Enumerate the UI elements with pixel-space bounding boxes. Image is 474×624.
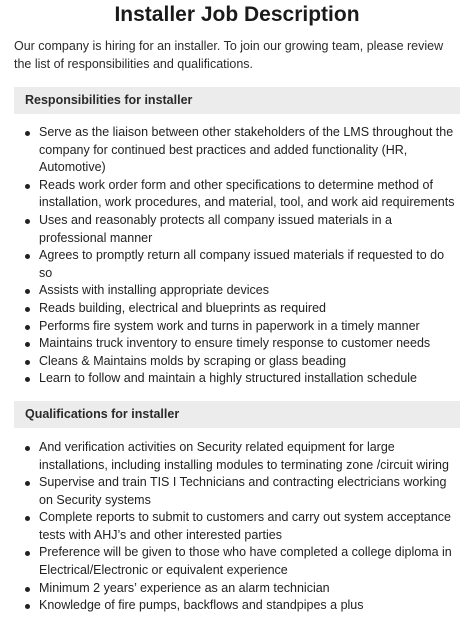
bullet-icon (25, 289, 30, 294)
list-item (14, 212, 460, 247)
bullet-icon (25, 325, 30, 330)
list-item-text: Preference will be given to those who have completed a college diploma in Electrical/Electronic or equivalent experience (39, 545, 452, 578)
responsibilities-list (14, 124, 460, 388)
bullet-icon (25, 516, 30, 521)
list-item (14, 282, 460, 300)
list-item-text: Reads building, electrical and blueprints as required (39, 300, 326, 315)
bullet-icon (25, 604, 30, 609)
list-item (14, 300, 460, 318)
bullet-icon (25, 446, 30, 451)
list-item (14, 247, 460, 282)
list-item (14, 509, 460, 544)
bullet-icon (25, 307, 30, 312)
list-item-text: Maintains truck inventory to ensure timely response to customer needs (39, 336, 431, 351)
list-item-text: Supervise and train TIS I Technicians and contracting electricians working on Security systems (39, 475, 447, 507)
bullet-icon (25, 587, 30, 592)
bullet-icon (25, 184, 30, 189)
list-item-text: Performs fire system work and turns in paperwork in a timely manner (39, 318, 420, 333)
list-item-text: Assists with installing appropriate devices (39, 283, 269, 298)
list-item-text: Minimum 2 years’ experience as an alarm technician (39, 580, 330, 595)
list-item-text: Reads work order form and other specifications to determine method of installation, work procedures, and material, tool, and work aid requirements (39, 177, 455, 210)
page-title: Installer Job Description (114, 3, 360, 26)
responsibilities-heading: Responsibilities for installer (14, 87, 460, 114)
list-item (14, 177, 460, 212)
list-item (14, 124, 460, 177)
list-item (14, 335, 460, 353)
bullet-icon (25, 131, 30, 136)
intro-paragraph: Our company is hiring for an installer. To join our growing team, please review the list of responsibilities and qualifications. (14, 39, 444, 71)
list-item-text: Complete reports to submit to customers and carry out system acceptance tests with AHJ’s and other interested parties (39, 510, 451, 542)
bullet-icon (25, 342, 30, 347)
list-item (14, 544, 460, 579)
list-item-text: And verification activities on Security related equipment for large installations, including installing modules to terminating zone /circuit wiring (39, 439, 449, 472)
bullet-icon (25, 377, 30, 382)
list-item (14, 318, 460, 336)
list-item (14, 580, 460, 598)
bullet-icon (25, 551, 30, 556)
list-item (14, 353, 460, 371)
list-item (14, 370, 460, 388)
bullet-icon (25, 254, 30, 259)
list-item (14, 474, 460, 509)
list-item-text: Cleans & Maintains molds by scraping or glass beading (39, 353, 347, 368)
list-item-text: Uses and reasonably protects all company issued materials in a professional manner (39, 212, 392, 245)
list-item-text: Agrees to promptly return all company issued materials if requested to do so (39, 248, 445, 280)
bullet-icon (25, 219, 30, 224)
list-item-text: Serve as the liaison between other stakeholders of the LMS throughout the company for continued best practices and added functionality (HR, Automotive) (39, 125, 454, 175)
list-item-text: Knowledge of fire pumps, backflows and standpipes a plus (39, 598, 364, 613)
bullet-icon (25, 481, 30, 486)
list-item-text: Learn to follow and maintain a highly structured installation schedule (39, 371, 418, 386)
qualifications-heading: Qualifications for installer (14, 401, 460, 428)
qualifications-list (14, 439, 460, 615)
list-item (14, 439, 460, 474)
bullet-icon (25, 360, 30, 365)
list-item (14, 597, 460, 615)
